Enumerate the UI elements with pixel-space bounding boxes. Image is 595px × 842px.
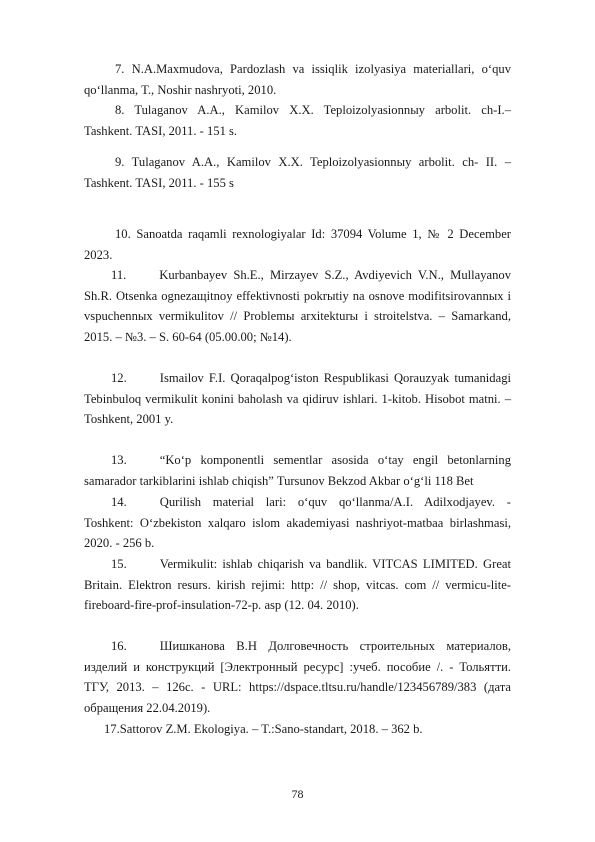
- reference-text: Tulaganov A.A., Kamilov X.X. Teploizolyasionnыy arbolit. ch-I.– Tashkent. TASI, 2011. - 151 s.: [84, 103, 511, 138]
- reference-text: Sanoatda raqamli rexnologiyalar Id: 37094 Volume 1, № 2 December 2023.: [84, 227, 511, 262]
- reference-number: 10.: [115, 227, 131, 241]
- reference-number: 17.: [104, 722, 120, 736]
- reference-number: 14.: [111, 495, 127, 509]
- reference-text: Tulaganov A.A., Kamilov X.X. Teploizolyasionnыy arbolit. ch- II. – Tashkent. TASI, 2011. - 155 s: [84, 155, 512, 190]
- reference-number: 12.: [111, 371, 127, 385]
- reference-number: 8.: [115, 103, 125, 117]
- reference-17: [84, 719, 511, 740]
- reference-text: Qurilish material lari: o‘quv qo‘llanma/A.I. Adilxodjayev. - Toshkent: O‘zbekiston xalqaro islom akademiyasi nashriyot-matbaa birlashmasi, 2020. - 256 b.: [84, 495, 511, 550]
- reference-7: [84, 59, 511, 100]
- reference-text: Kurbanbayev Sh.E., Mirzayev S.Z., Avdiyevich V.N., Mullayanov Sh.R. Otsenka ognezaщitnoy effektivnosti pokrыtiy na osnove modifitsirovannыx i vspuchennыx vermikulitov // Problemы arxitekturы i stroitelstva. – Samarkand, 2015. – №3. – S. 60-64 (05.00.00; №14).: [84, 268, 511, 344]
- reference-number: 16.: [111, 639, 127, 653]
- reference-text: Шишканова В.Н Долговечность строительных материалов, изделий и конструкций [Электронный ресурс] :учеб. пособие /. - Тольятти. ТГУ, 2013. – 126с. - URL: https://dspace.tltsu.ru/handle/123456789/383 (дата обращения 22.04.2019).: [84, 639, 511, 715]
- reference-number: 15.: [111, 557, 127, 571]
- reference-number: 11.: [111, 268, 127, 282]
- reference-10: [84, 224, 511, 265]
- reference-text: Sattorov Z.M. Ekologiya. – T.:Sano-standart, 2018. – 362 b.: [119, 722, 423, 736]
- reference-9: [84, 152, 511, 193]
- reference-12: [84, 368, 511, 430]
- reference-number: 9.: [115, 155, 125, 169]
- reference-text: Ismailov F.I. Qoraqalpog‘iston Respublikasi Qorauzyak tumanidagi Tebinbuloq vermikulit konini baholash va qidiruv ishlari. 1-kitob. Hisobot matni. – Toshkent, 2001 y.: [84, 371, 511, 426]
- reference-text: “Ko‘p komponentli sementlar asosida o‘tay engil betonlarning samarador tarkiblarini ishlab chiqish” Tursunov Bekzod Akbar o‘g‘li 118 Bet: [84, 453, 511, 488]
- reference-text: N.A.Maxmudova, Pardozlash va issiqlik izolyasiya materiallari, o‘quv qo‘llanma, T., Noshir nashryoti, 2010.: [84, 62, 511, 97]
- reference-number: 13.: [111, 453, 127, 467]
- reference-text: Vermikulit: ishlab chiqarish va bandlik. VITCAS LIMITED. Great Britain. Elektron resurs. kirish rejimi: http: // shop, vitcas. com // vermicu-lite-fireboard-fire-prof-insulation-72-p. asp (12. 04. 2010).: [84, 557, 511, 612]
- reference-8: [84, 100, 511, 141]
- reference-16: [84, 636, 511, 718]
- reference-13: [84, 450, 511, 491]
- page-number: 78: [291, 787, 304, 801]
- reference-14: [84, 492, 511, 554]
- reference-15: [84, 554, 511, 616]
- reference-11: [84, 265, 511, 347]
- reference-number: 7.: [115, 62, 125, 76]
